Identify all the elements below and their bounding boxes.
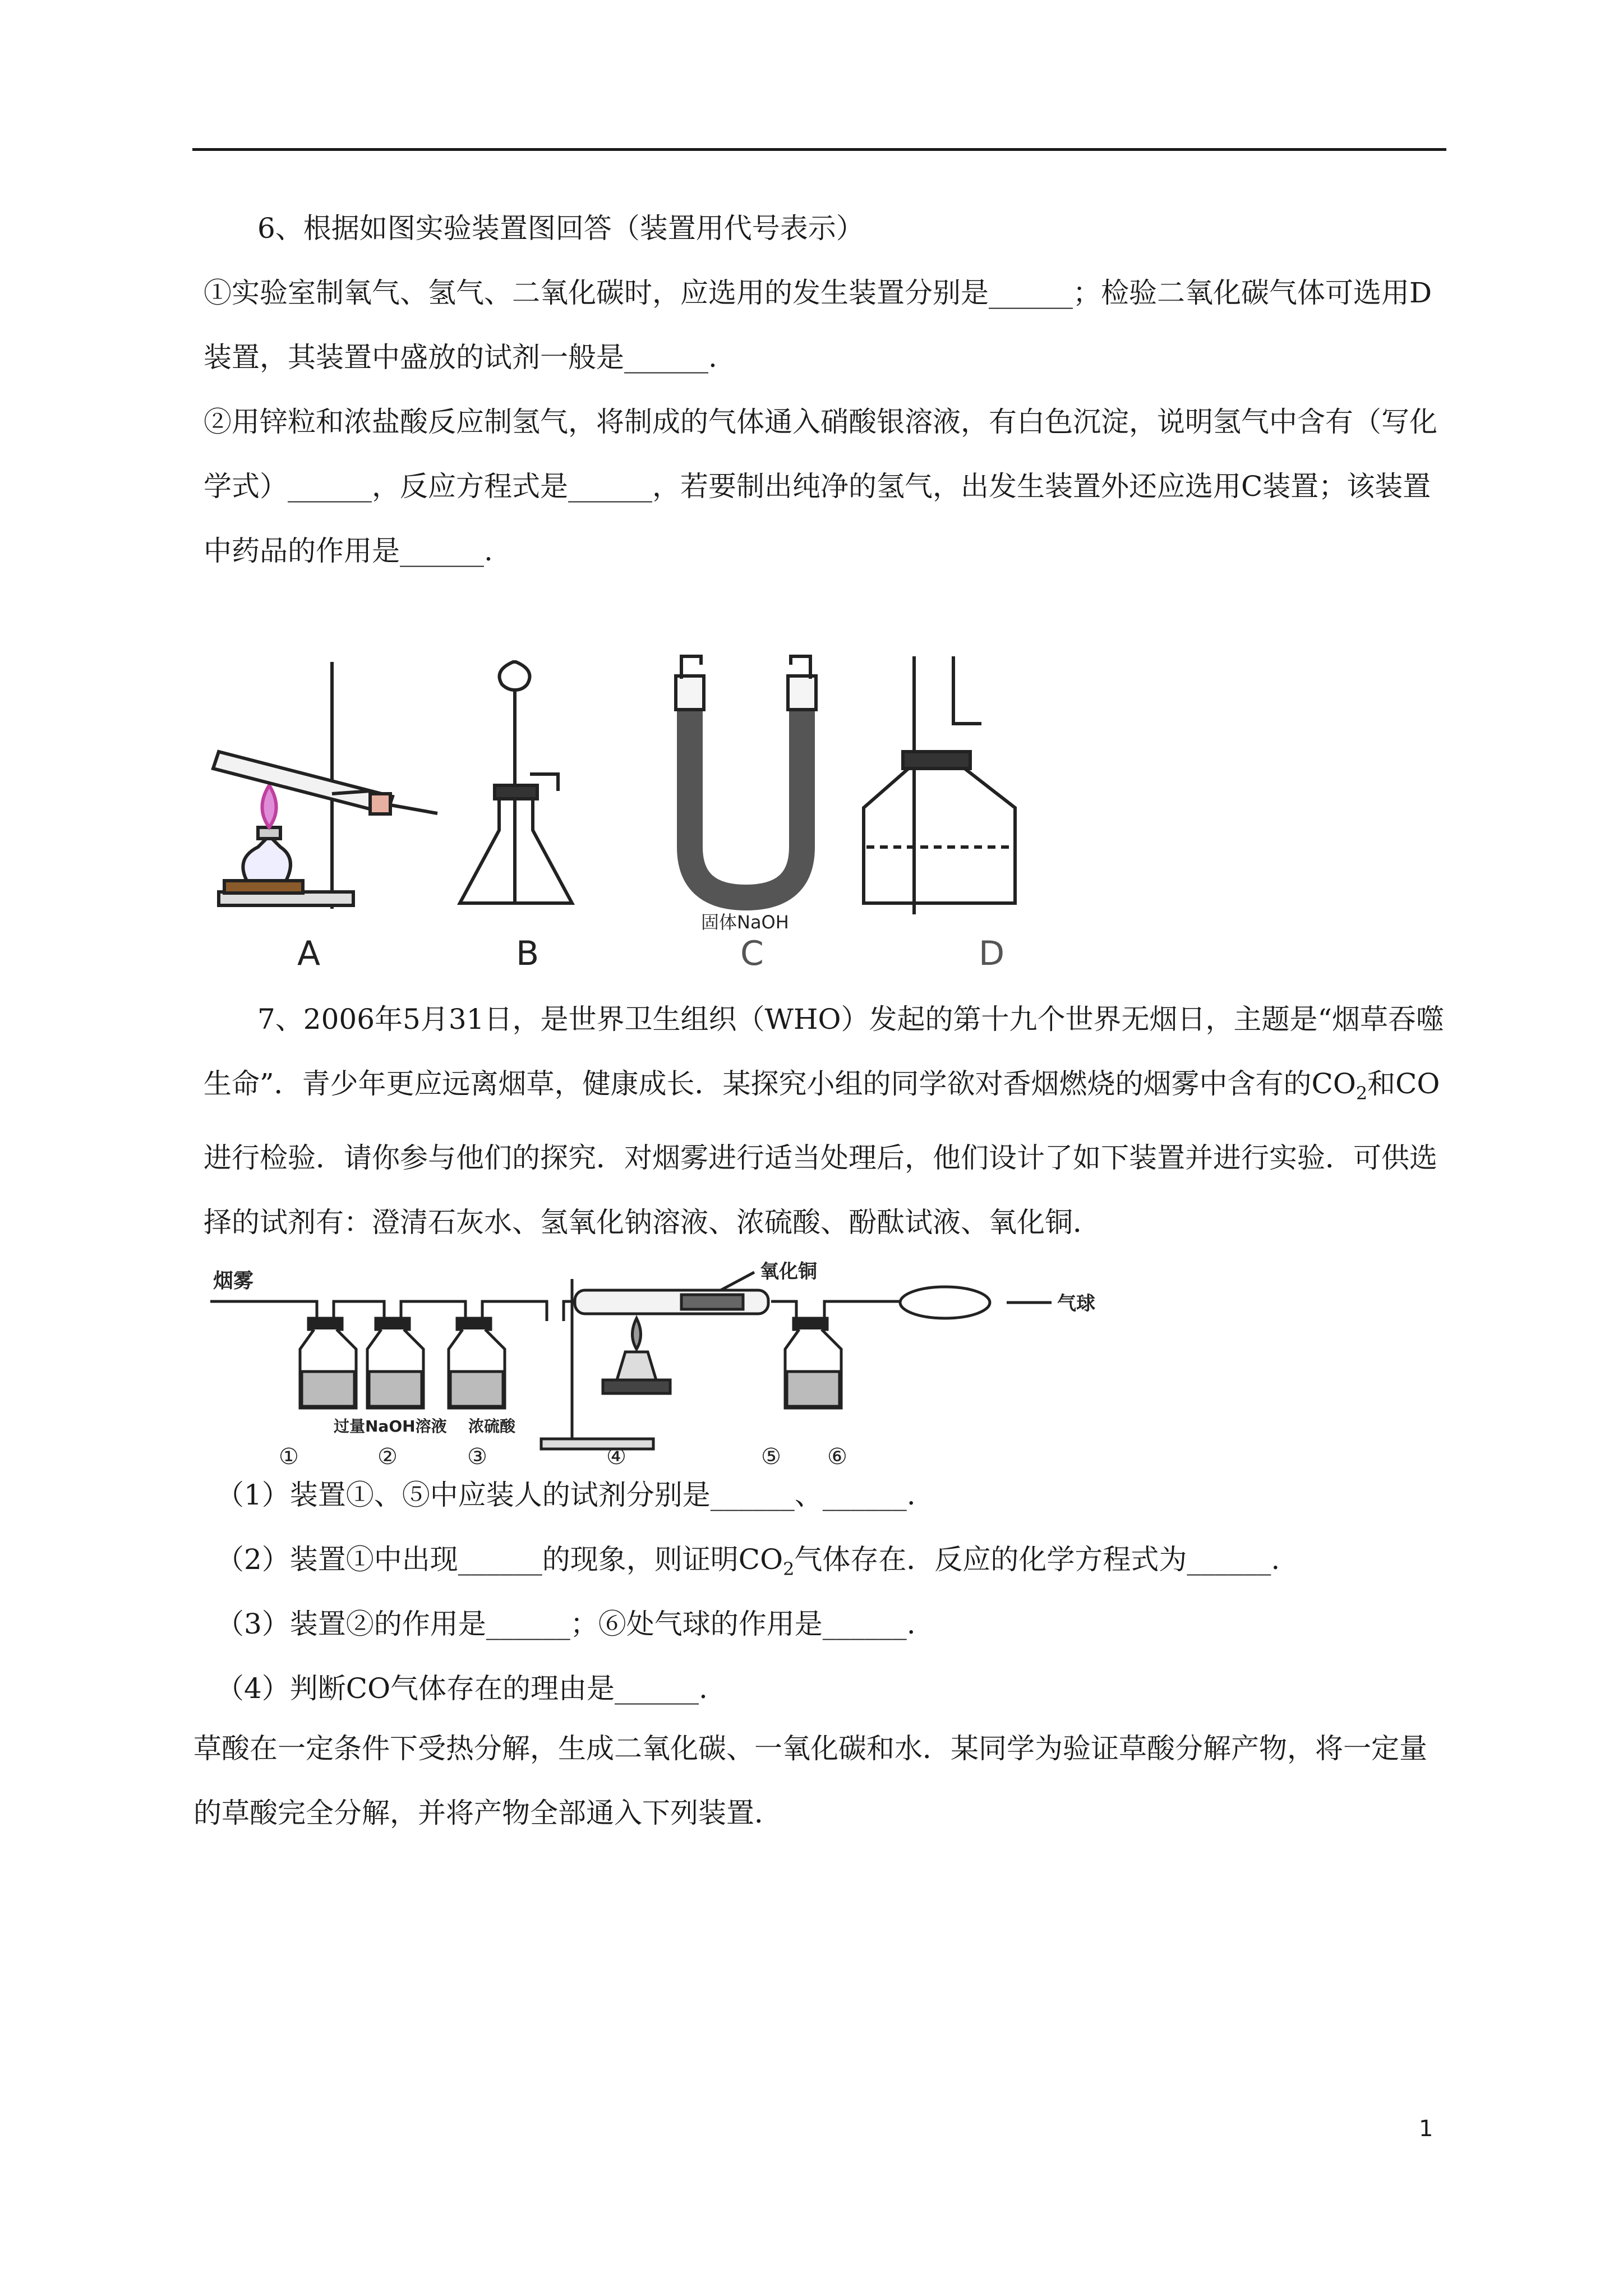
label-naoh: 过量NaOH溶液 bbox=[334, 1417, 447, 1435]
q7-sub3: （3）装置②的作用是______；⑥处气球的作用是______. bbox=[216, 1608, 916, 1640]
label-d: D bbox=[979, 934, 1005, 973]
apparatus-figure-abcd bbox=[202, 645, 1077, 982]
label-smoke: 烟雾 bbox=[213, 1269, 254, 1292]
apparatus-a bbox=[213, 662, 437, 909]
q7-intro: 7、2006年5月31日，是世界卫生组织（WHO）发起的第十九个世界无烟日，主题是“烟草吞噬生命”．青少年更应远离烟草，健康成长．某探究小组的同学欲对香烟燃烧的烟雾中含有的$CO_2$和CO进行检验．请你参与他们的探究．对烟雾进行适当处理后，他们设计了如下装置并进行实验．可供选择的试剂有：澄清石灰水、氢氧化钠溶液、浓硫酸、酚酞试液、氧化铜． bbox=[204, 1003, 1445, 1239]
smoke-test-apparatus bbox=[199, 1257, 1141, 1470]
apparatus-c bbox=[676, 656, 816, 898]
header-rule bbox=[192, 148, 1446, 151]
num-6: ⑥ bbox=[827, 1444, 847, 1470]
label-c-caption: 固体NaOH bbox=[701, 912, 789, 933]
q7-sub4: （4）判断CO气体存在的理由是______. bbox=[216, 1672, 708, 1705]
apparatus-b bbox=[460, 662, 572, 903]
q7-sub1: （1）装置①、⑤中应装人的试剂分别是______、______. bbox=[216, 1479, 916, 1511]
num-1: ① bbox=[279, 1444, 299, 1470]
num-2: ② bbox=[377, 1444, 398, 1470]
label-a: A bbox=[297, 934, 321, 973]
label-b: B bbox=[516, 934, 540, 973]
q6-part1: ①实验室制氧气、氢气、二氧化碳时，应选用的发生装置分别是______；检验二氧化碳气体可选用D装置，其装置中盛放的试剂一般是______. bbox=[204, 277, 1432, 374]
q7-sub2: （2）装置①中出现______的现象，则证明$CO_2$气体存在．反应的化学方程式为______. bbox=[216, 1543, 1280, 1580]
apparatus-d bbox=[864, 656, 1015, 914]
label-c: C bbox=[740, 934, 764, 973]
num-3: ③ bbox=[467, 1444, 487, 1470]
label-acid: 浓硫酸 bbox=[468, 1417, 516, 1435]
num-4: ④ bbox=[606, 1444, 626, 1470]
num-5: ⑤ bbox=[761, 1444, 781, 1470]
q6-title: 6、根据如图实验装置图回答（装置用代号表示） bbox=[257, 212, 864, 245]
page-number: 1 bbox=[1419, 2116, 1433, 2142]
label-balloon: 气球 bbox=[1057, 1292, 1095, 1315]
q8-text: 草酸在一定条件下受热分解，生成二氧化碳、一氧化碳和水．某同学为验证草酸分解产物，将一定量的草酸完全分解，并将产物全部通入下列装置． bbox=[193, 1732, 1427, 1829]
label-copper-oxide: 氧化铜 bbox=[760, 1260, 817, 1283]
q6-part2: ②用锌粒和浓盐酸反应制氢气，将制成的气体通入硝酸银溶液，有白色沉淀，说明氢气中含有（写化学式）______，反应方程式是______，若要制出纯净的氢气，出发生装置外还应选用C装置；该装置中药品的作用是______. bbox=[204, 406, 1437, 567]
